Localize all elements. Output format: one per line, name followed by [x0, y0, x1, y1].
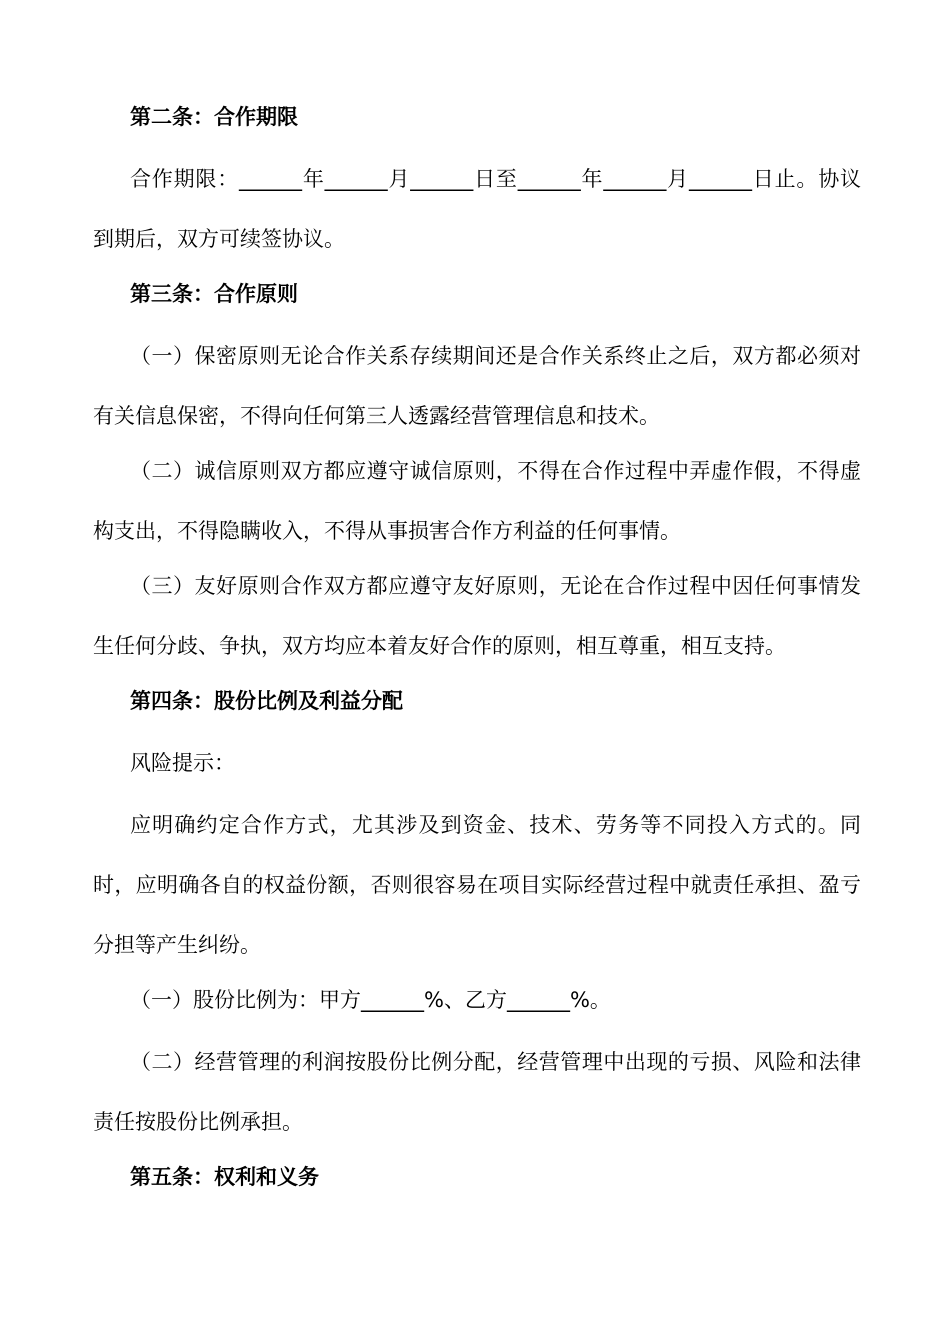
- confidentiality-principle-paragraph: （一）保密原则无论合作关系存续期间还是合作关系终止之后，双方都必须对有关信息保密，不得向任何第三人透露经营管理信息和技术。: [93, 344, 861, 428]
- article-4-heading: 第四条：股份比例及利益分配: [130, 689, 403, 713]
- risk-warning-label: 风险提示：: [130, 751, 235, 775]
- profit-distribution-paragraph: （二）经营管理的利润按股份比例分配，经营管理中出现的亏损、风险和法律责任按股份比例承担。: [93, 1050, 861, 1134]
- article-5-heading: 第五条：权利和义务: [130, 1165, 319, 1189]
- share-ratio-paragraph: （一）股份比例为：甲方______%、乙方______%。: [130, 988, 611, 1012]
- article-2-heading: 第二条：合作期限: [130, 105, 298, 129]
- article-3-heading: 第三条：合作原则: [130, 282, 298, 306]
- friendliness-principle-paragraph: （三）友好原则合作双方都应遵守友好原则，无论在合作过程中因任何事情发生任何分歧、争执，双方均应本着友好合作的原则，相互尊重，相互支持。: [93, 574, 861, 658]
- integrity-principle-paragraph: （二）诚信原则双方都应遵守诚信原则，不得在合作过程中弄虚作假，不得虚构支出，不得隐瞒收入，不得从事损害合作方利益的任何事情。: [93, 459, 861, 543]
- risk-warning-paragraph: 应明确约定合作方式，尤其涉及到资金、技术、劳务等不同投入方式的。同时，应明确各自的权益份额，否则很容易在项目实际经营过程中就责任承担、盈亏分担等产生纠纷。: [93, 813, 861, 957]
- cooperation-term-paragraph: 合作期限：______年______月______日至______年______月______日止。协议到期后，双方可续签协议。: [93, 167, 861, 251]
- document-body: [93, 95, 861, 1217]
